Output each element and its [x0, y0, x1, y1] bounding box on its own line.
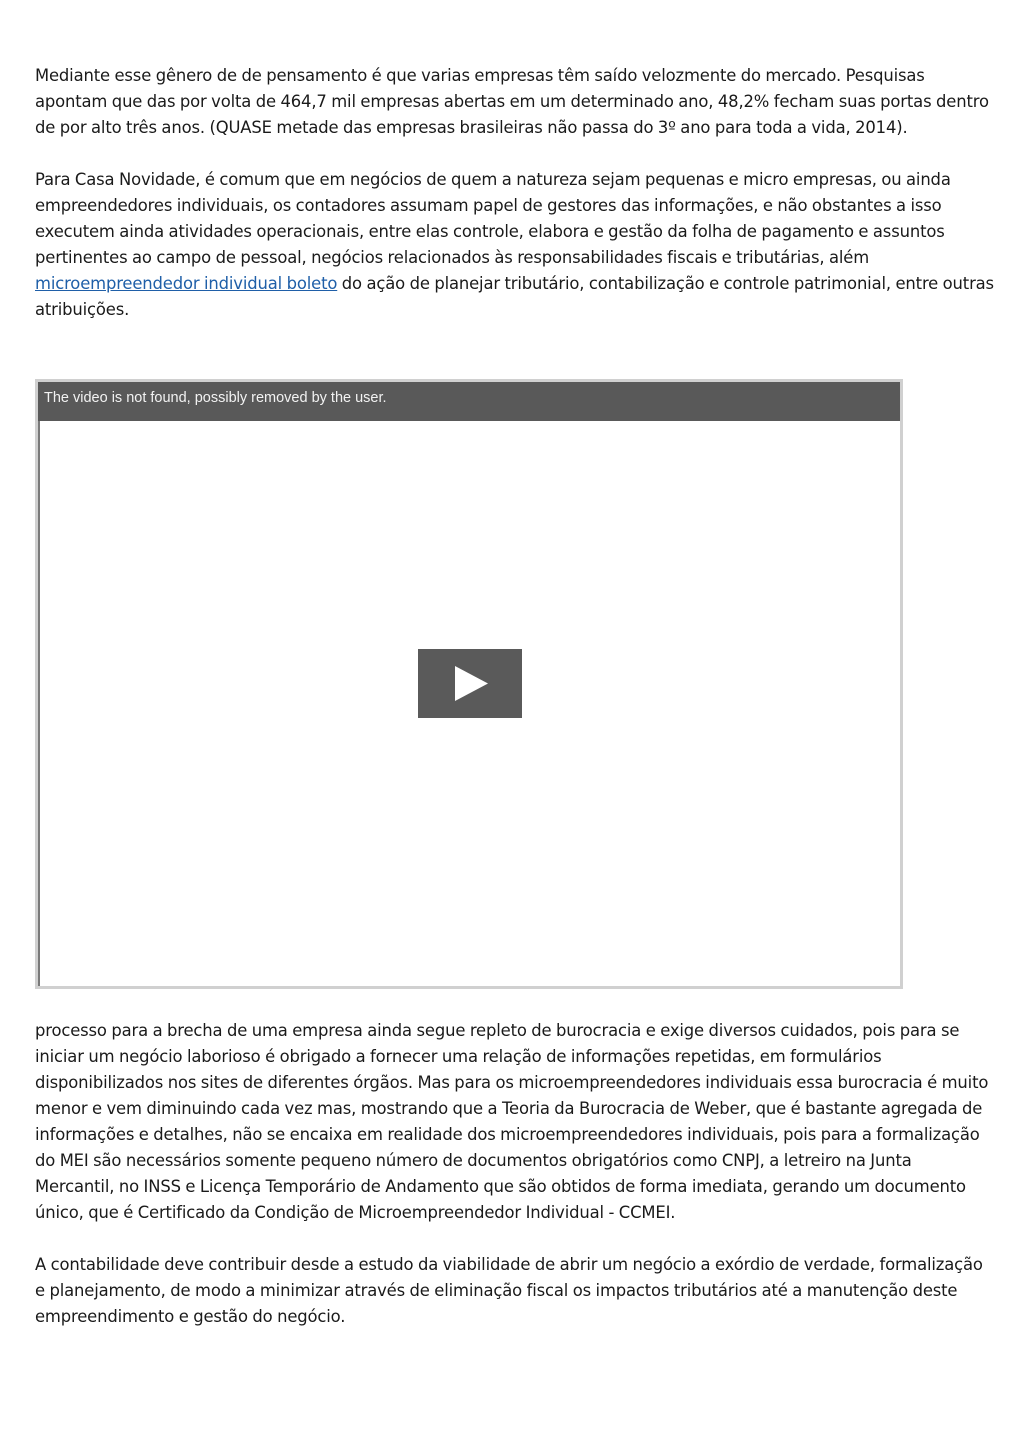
paragraph-3: processo para a brecha de uma empresa ainda segue repleto de burocracia e exige diversos cuidados, pois para se iniciar um negócio laborioso é obrigado a fornecer uma relação de informações repetidas, em formulários disponibilizados nos sites de diferentes órgãos. Mas para os microempreendedores individuais essa burocracia é muito menor e vem diminuindo cada vez mas, mostrando que a Teoria da Burocracia de Weber, que é bastante agregada de informações e detalhes, não se encaixa em realidade dos microempreendedores individuais, pois para a formalização do MEI são necessários somente pequeno número de documentos obrigatórios como CNPJ, a letreiro na Junta Mercantil, no INSS e Licença Temporário de Andamento que são obtidos de forma imediata, gerando um documento único, que é Certificado da Condição de Microempreendedor Individual - CCMEI.: [35, 1021, 989, 1222]
paragraph-1: Mediante esse gênero de de pensamento é que varias empresas têm saído velozmente do mercado. Pesquisas apontam que das por volta de 464,7 mil empresas abertas em um determinado ano, 48,2% fecham suas portas dentro de por alto três anos. (QUASE metade das empresas brasileiras não passa do 3º ano para toda a vida, 2014).: [35, 66, 989, 137]
lower-content: [35, 1018, 995, 1330]
document-body: [35, 63, 995, 1326]
paragraph-2: [35, 167, 995, 323]
video-error-message: The video is not found, possibly removed by the user.: [44, 390, 387, 406]
paragraph-4: A contabilidade deve contribuir desde a estudo da viabilidade de abrir um negócio a exórdio de verdade, formalização e planejamento, de modo a minimizar através de eliminação fiscal os impactos tributários até a manutenção deste empreendimento e gestão do negócio.: [35, 1255, 983, 1326]
video-player[interactable]: [35, 379, 903, 989]
video-frame-edge: [38, 421, 40, 986]
play-button[interactable]: [418, 649, 522, 718]
paragraph-2-text-after: do ação de planejar tributário, contabilização e controle patrimonial, entre outras atribuições.: [35, 274, 994, 319]
paragraph-2-text-before: Para Casa Novidade, é comum que em negócios de quem a natureza sejam pequenas e micro empresas, ou ainda empreendedores individuais, os contadores assumam papel de gestores das informações, e não obstantes a isso executem ainda atividades operacionais, entre elas controle, elabora e gestão da folha de pagamento e assuntos pertinentes ao campo de pessoal, negócios relacionados às responsabilidades fiscais e tributárias, além: [35, 170, 951, 267]
microempreendedor-boleto-link[interactable]: microempreendedor individual boleto: [35, 274, 338, 293]
video-error-bar: [38, 382, 900, 421]
play-triangle-icon: [418, 649, 522, 718]
